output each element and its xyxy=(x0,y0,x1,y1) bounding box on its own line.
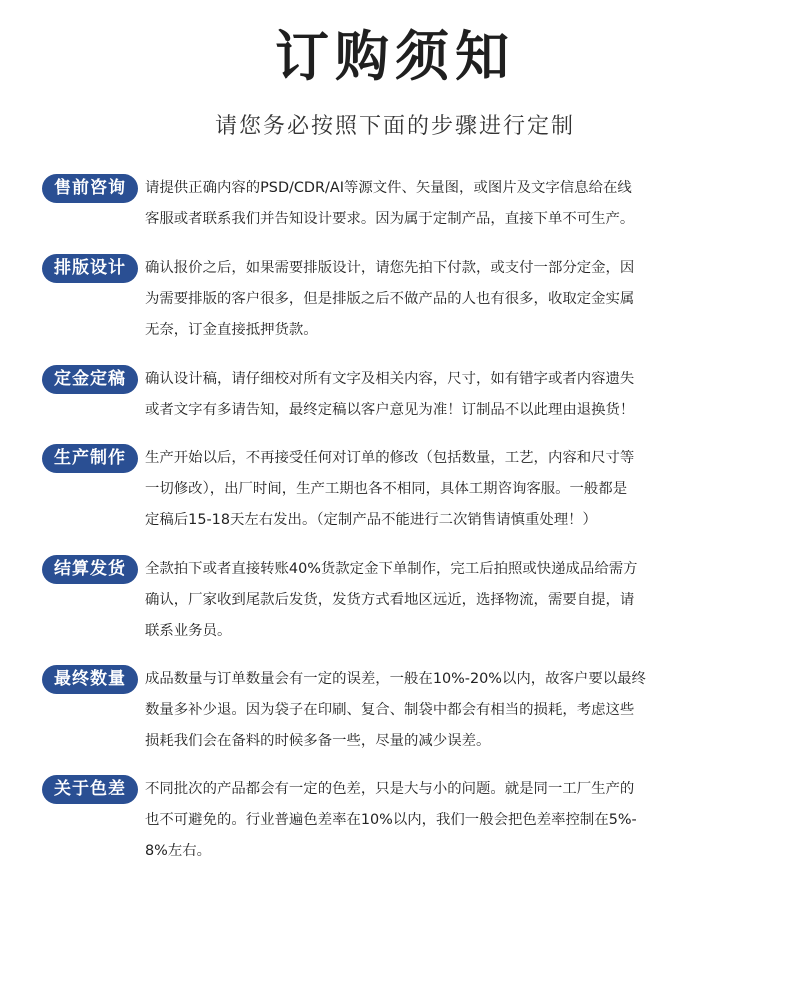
section-body xyxy=(145,253,727,346)
section-text-line: 请提供正确内容的PSD/CDR/AI等源文件、矢量图，或图片及文字信息给在线 xyxy=(145,180,632,196)
section-text-line: 定稿后15-18天左右发出。（定制产品不能进行二次销售请慎重处理！） xyxy=(145,512,597,528)
page-subtitle: 请您务必按照下面的步骤进行定制 xyxy=(214,114,575,139)
section-badge: 结算发货 xyxy=(42,555,138,584)
section-badge: 生产制作 xyxy=(42,444,138,473)
section-text-line: 成品数量与订单数量会有一定的误差，一般在10%-20%以内，故客户要以最终 xyxy=(145,671,646,687)
section-text-line: 8%左右。 xyxy=(145,843,212,859)
section-badge: 关于色差 xyxy=(42,775,138,804)
section-text-line: 不同批次的产品都会有一定的色差，只是大与小的问题。就是同一工厂生产的 xyxy=(145,781,635,797)
section-body xyxy=(145,443,727,536)
section-text-line: 或者文字有多请告知，最终定稿以客户意见为准！订制品不以此理由退换货！ xyxy=(145,402,635,418)
section-badge: 排版设计 xyxy=(42,254,138,283)
section-text-line: 全款拍下或者直接转账40%货款定金下单制作，完工后拍照或快递成品给需方 xyxy=(145,561,638,577)
section-text-line: 确认设计稿，请仔细校对所有文字及相关内容，尺寸，如有错字或者内容遗失 xyxy=(145,371,635,387)
section-body xyxy=(145,664,727,757)
section-text-line: 生产开始以后，不再接受任何对订单的修改（包括数量，工艺，内容和尺寸等 xyxy=(145,450,635,466)
page-title: 订购须知 xyxy=(275,25,515,88)
section-text-line: 损耗我们会在备料的时候多备一些，尽量的减少误差。 xyxy=(145,733,491,749)
section-text-line: 数量多补少退。因为袋子在印刷、复合、制袋中都会有相当的损耗，考虑这些 xyxy=(145,702,635,718)
section-body xyxy=(145,554,727,647)
section-text-line: 一切修改），出厂时间，生产工期也各不相同，具体工期咨询客服。一般都是 xyxy=(145,481,628,497)
section-body xyxy=(145,364,727,426)
section-text-line: 也不可避免的。行业普遍色差率在10%以内，我们一般会把色差率控制在5%- xyxy=(145,812,637,828)
section-text-line: 确认报价之后，如果需要排版设计，请您先拍下付款，或支付一部分定金，因 xyxy=(145,260,635,276)
section-text-line: 确认，厂家收到尾款后发货，发货方式看地区远近，选择物流，需要自提，请 xyxy=(145,592,635,608)
section-body xyxy=(145,774,727,867)
section-body xyxy=(145,173,727,235)
section-badge: 最终数量 xyxy=(42,665,138,694)
section-badge: 售前咨询 xyxy=(42,174,138,203)
section-text-line: 为需要排版的客户很多，但是排版之后不做产品的人也有很多，收取定金实属 xyxy=(145,291,635,307)
section-text-line: 客服或者联系我们并告知设计要求。因为属于定制产品，直接下单不可生产。 xyxy=(145,211,635,227)
section-text-line: 无奈，订金直接抵押货款。 xyxy=(145,322,318,338)
section-text-line: 联系业务员。 xyxy=(145,623,232,639)
section-badge: 定金定稿 xyxy=(42,365,138,394)
